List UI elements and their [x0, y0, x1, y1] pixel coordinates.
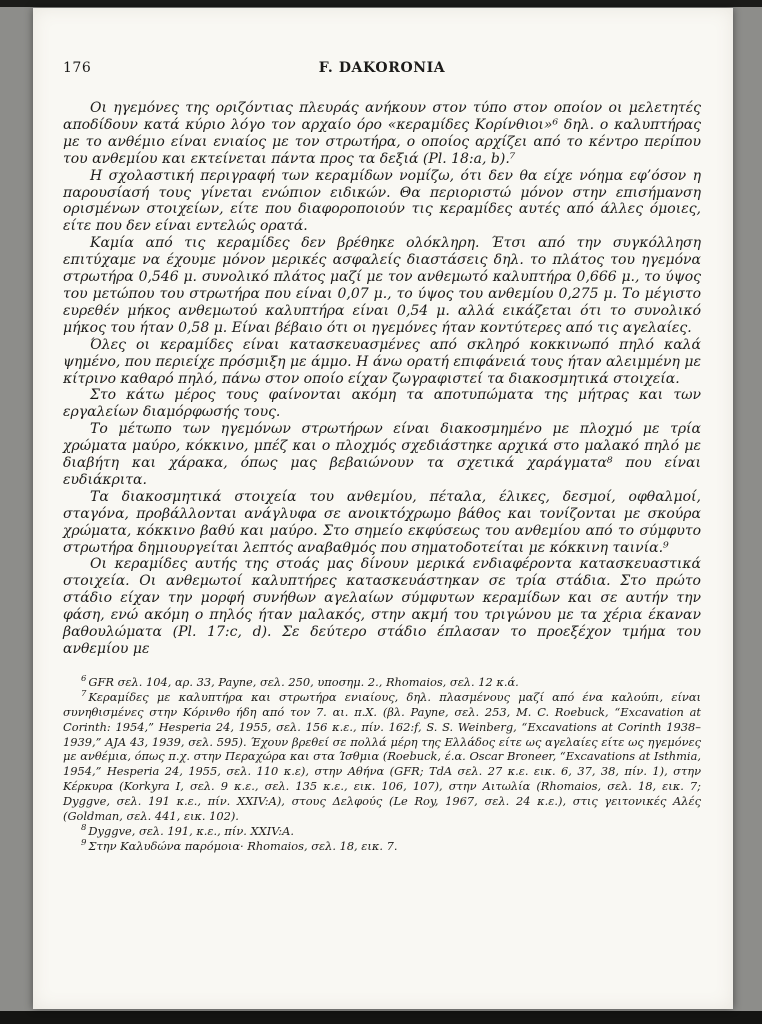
body-text: [63, 100, 701, 658]
body-paragraph: Η σχολαστική περιγραφή των κεραμίδων νομίζω, ότι δεν θα είχε νόημα εφ’όσον η παρουσίασή τους γίνεται ενώπιον ειδικών. Θα περιοριστώ μόνον στην επισήμανση ορισμένων στοιχείων, είτε που διαφοροποιούν τις κεραμίδες αυτές από άλλες όμοιες, είτε που δεν είναι εντελώς ορατά.: [63, 167, 701, 235]
footnote-marker: 6: [81, 674, 87, 685]
footnote-text: GFR σελ. 104, αρ. 33, Payne, σελ. 250, υποσημ. 2., Rhomaios, σελ. 12 κ.ά.: [88, 674, 519, 689]
scan-edge-bottom: [0, 1011, 762, 1024]
running-header: [63, 60, 701, 78]
footnote: [63, 824, 701, 839]
footnote-marker: 9: [81, 838, 87, 849]
body-paragraph: Το μέτωπο των ηγεμόνων στρωτήρων είναι διακοσμημένο με πλοχμό με τρία χρώματα μαύρο, κόκκινο, μπέζ και ο πλοχμός σχεδιάστηκε αρχικά στο μαλακό πηλό με διαβήτη και χάρακα, όπως μας βεβαιώνουν τα σχετικά χαράγματα⁸ που είναι ευδιάκριτα.: [63, 421, 701, 488]
footnote: [63, 675, 701, 690]
footnote-text: Κεραμίδες με καλυπτήρα και στρωτήρα ενιαίους, δηλ. πλασμένους μαζί από ένα καλούπι, είναι συνηθισμένες στην Κόρινθο ήδη από τον 7. αι. π.Χ. (βλ. Payne, σελ. 253, M. C. Roebuck, “Excavation at Corinth: 1954,” Hesperia 24, 1955, σελ. 156 κ.ε., πίν. 162:f, S. S. Weinberg, “Excavations at Corinth 1938–1939,” AJA 43, 1939, σελ. 595). Έχουν βρεθεί σε πολλά μέρη της Ελλάδος είτε ως αγελαίες είτε ως ηγεμόνες με ανθέμια, όπως π.χ. στην Περαχώρα και στα Ίσθμια (Roebuck, έ.α. Oscar Broneer, “Excavations at Isthmia, 1954,” Hesperia 24, 1955, σελ. 110 κ.ε), στην Αθήνα (GFR; TdA σελ. 27 κ.ε. εικ. 6, 37, 38, πίν. 1), στην Κέρκυρα (Korkyra I, σελ. 9 κ.ε., σελ. 135 κ.ε., εικ. 106, 107), στην Αιτωλία (Rhomaios, σελ. 18, εικ. 7; Dyggve, σελ. 191 κ.ε., πίν. XXIV:A), στους Δελφούς (Le Roy, 1967, σελ. 24 κ.ε.), στις γειτονικές Αλές (Goldman, σελ. 441, εικ. 102).: [63, 689, 701, 824]
body-paragraph: Καμία από τις κεραμίδες δεν βρέθηκε ολόκληρη. Έτσι από την συγκόλληση επιτύχαμε να έχουμε μόνον μερικές ασφαλείς διαστάσεις δηλ. το πλάτος του ηγεμόνα στρωτήρα 0,546 μ. συνολικό πλάτος μαζί με τον ανθεμωτό καλυπτήρα 0,666 μ., το ύψος του μετώπου του στρωτήρα που είναι 0,07 μ., το ύψος του ανθεμίου 0,275 μ. Το μέγιστο ευρεθέν μήκος ανθεμωτού καλυπτήρα είναι 0,54 μ. αλλά εικάζεται ότι το συνολικό μήκος του ήταν 0,58 μ. Είναι βέβαιο ότι οι ηγεμόνες ήταν κοντύτερες από τις αγελαίες.: [63, 235, 701, 336]
page-number: 176: [63, 60, 92, 76]
body-paragraph: Όλες οι κεραμίδες είναι κατασκευασμένες από σκληρό κοκκινωπό πηλό καλά ψημένο, που περιείχε πρόσμιξη με άμμο. Η άνω ορατή επιφάνειά τους ήταν αλειμμένη με κίτρινο καθαρό πηλό, πάνω στον οποίο είχαν ζωγραφιστεί τα διακοσμητικά στοιχεία.: [63, 336, 701, 387]
footnote-text: Dyggve, σελ. 191, κ.ε., πίν. XXIV:Α.: [88, 823, 294, 838]
footnote-marker: 8: [81, 823, 87, 834]
footnote-text: Στην Καλυδώνα παρόμοια· Rhomaios, σελ. 18, εικ. 7.: [88, 838, 398, 853]
body-paragraph: Τα διακοσμητικά στοιχεία του ανθεμίου, πέταλα, έλικες, δεσμοί, οφθαλμοί, σταγόνα, προβάλλονται ανάγλυφα σε ανοικτόχρωμο βάθος και τονίζονται με σκούρα χρώματα, κόκκινο βαθύ και μαύρο. Στο σημείο εκφύσεως του ανθεμίου από το σύμφυτο στρωτήρα δημιουργείται λεπτός αναβαθμός που σηματοδοτείται με κόκκινη ταινία.⁹: [63, 488, 701, 556]
body-paragraph: Στο κάτω μέρος τους φαίνονται ακόμη τα αποτυπώματα της μήτρας και των εργαλείων διαμόρφωσής τους.: [63, 387, 701, 421]
scan-edge-top: [0, 0, 762, 7]
footnote: [63, 839, 701, 854]
footnotes-section: [63, 675, 701, 854]
footnote-marker: 7: [81, 689, 87, 700]
footnote: [63, 690, 701, 824]
body-paragraph: Οι ηγεμόνες της οριζόντιας πλευράς ανήκουν στον τύπο στον οποίον οι μελετητές αποδίδουν κατά κύριο λόγο τον αρχαίο όρο «κεραμίδες Κορίνθιοι»⁶ δηλ. ο καλυπτήρας με το ανθέμιο είναι ενιαίος με τον στρωτήρα, ο οποίος αρχίζει από το κέντρο περίπου του ανθεμίου και εκτείνεται πάντα προς τα δεξιά (Pl. 18:a, b).⁷: [63, 100, 701, 167]
running-head-author: F. DAKORONIA: [318, 60, 446, 76]
body-paragraph: Οι κεραμίδες αυτής της στοάς μας δίνουν μερικά ενδιαφέροντα κατασκευαστικά στοιχεία. Οι ανθεμωτοί καλυπτήρες κατασκευάστηκαν σε τρία στάδια. Στο πρώτο στάδιο είχαν την μορφή συνήθων αγελαίων σύμφυτων κεραμίδων και σε αυτήν την φάση, ενώ ακόμη ο πηλός ήταν μαλακός, στην ακμή του τριγώνου με τα χέρια έκαναν βαθουλώματα (Pl. 17:c, d). Σε δεύτερο στάδιο έπλασαν το προεξέχον τμήμα του ανθεμίου με: [63, 556, 701, 657]
paper-page: [33, 8, 733, 1009]
